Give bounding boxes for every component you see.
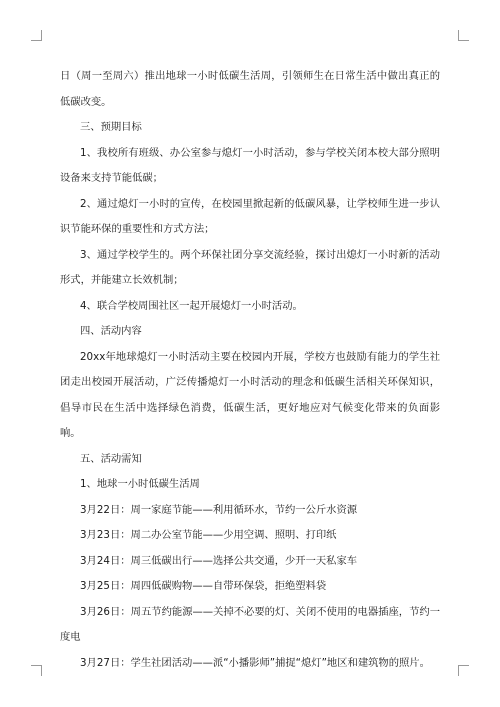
goal-item-3: 3、通过学校学生的。两个环保社团分享交流经验，探讨出熄灯一小时新的活动形式，并能建立长效机制； [60, 248, 440, 286]
goal-item-2: 2、通过熄灯一小时的宣传，在校园里掀起新的低碳风暴，让学校师生进一步认识节能环保的重要性和方式方法； [60, 197, 440, 235]
schedule-item-mar23: 3月23日：周二办公室节能——少用空调、照明、打印纸 [80, 529, 337, 541]
crop-mark-top-right [458, 30, 469, 41]
schedule-item-mar26: 3月26日：周五节约能源——关掉不必要的灯、关闭不使用的电器插座，节约一度电 [60, 605, 440, 643]
schedule-item-mar25: 3月25日：周四低碳购物——自带环保袋，拒绝塑料袋 [80, 580, 327, 592]
section-heading-activity-notes: 五、活动需知 [80, 452, 142, 465]
paragraph-activity-content: 20xx年地球熄灯一小时活动主要在校园内开展，学校方也鼓励有能力的学生社团走出校园开展活动，广泛传播熄灯一小时活动的理念和低碳生活相关环保知识，倡导市民在生活中选择绿色消费，低碳生活，更好地应对气候变化带来的负面影响。 [60, 350, 440, 439]
section-heading-activity-content: 四、活动内容 [80, 325, 142, 337]
schedule-item-mar24: 3月24日：周三低碳出行——选择公共交通，少开一天私家车 [80, 554, 358, 567]
schedule-item-mar27: 3月27日：学生社团活动——派“小播影师”捕捉“熄灯”地区和建筑物的照片。 [80, 656, 430, 669]
crop-mark-bottom-left [31, 665, 42, 676]
crop-mark-top-left [31, 30, 42, 41]
paragraph-intro-continuation: 日（周一至周六）推出地球一小时低碳生活周，引领师生在日常生活中做出真正的低碳改变。 [60, 70, 440, 108]
schedule-item-mar22: 3月22日：周一家庭节能——利用循环水，节约一公斤水资源 [80, 503, 358, 516]
goal-item-4: 4、联合学校周围社区一起开展熄灯一小时活动。 [80, 299, 303, 312]
section-heading-expected-goals: 三、预期目标 [80, 121, 142, 133]
goal-item-1: 1、我校所有班级、办公室参与熄灯一小时活动，参与学校关闭本校大部分照明设备来支持节能低碳； [60, 146, 440, 184]
crop-mark-bottom-right [458, 665, 469, 676]
notes-item-1: 1、地球一小时低碳生活周 [80, 478, 200, 490]
document-body [60, 64, 440, 676]
